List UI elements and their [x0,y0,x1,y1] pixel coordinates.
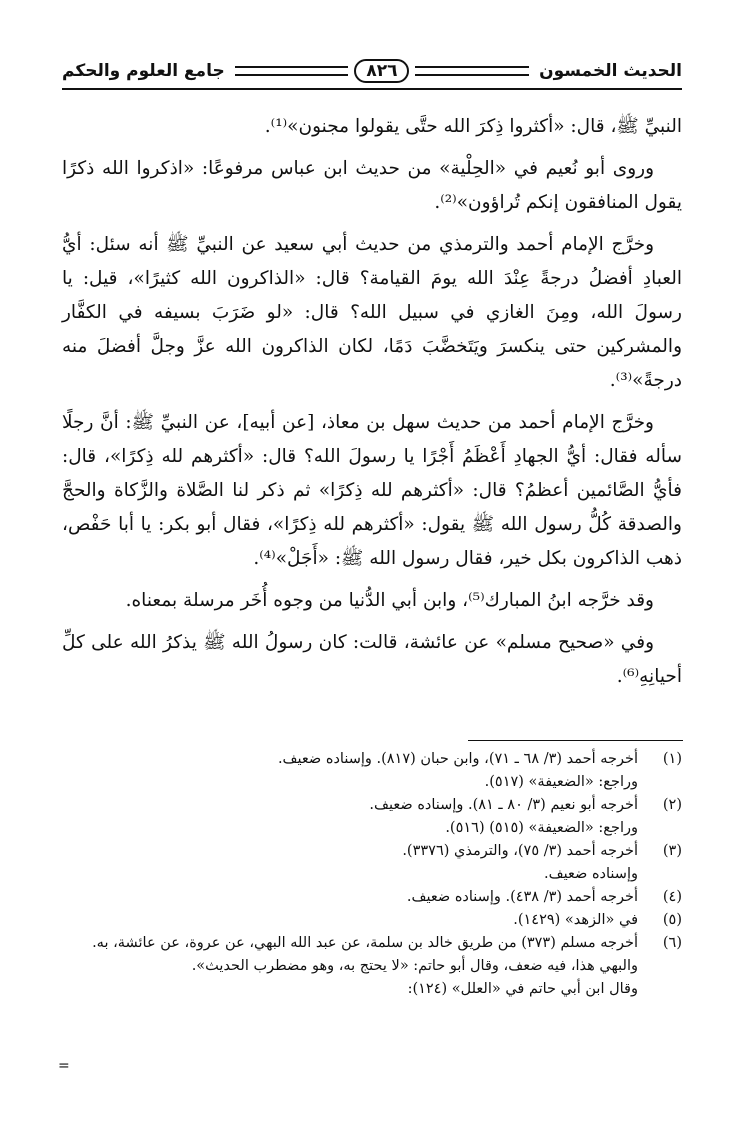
paragraph: وفي «صحيح مسلم» عن عائشة، قالت: كان رسولُ الله ﷺ يذكرُ الله على كلِّ أحيانِهِ⁽⁶⁾. [62,632,682,687]
footnote-number: (٢) [662,797,682,813]
page-number: ٨٢٦ [354,59,409,83]
footnote-line: في «الزهد» (١٤٢٩). [513,912,638,928]
book-title: جامع العلوم والحكم [62,61,225,81]
footnote-line: أخرجه مسلم (٣٧٣) من طريق خالد بن سلمة، عن عبد الله البهي، عن عروة، عن عائشة، به. [92,935,638,951]
continuation-marker: = [58,1058,70,1074]
footnote [62,794,682,840]
footnotes [62,748,682,1001]
footnote-line: أخرجه أحمد (٣/ ٦٨ ـ ٧١)، وابن حبان (٨١٧). وإسناده ضعيف. [277,751,638,767]
paragraph: وروى أبو نُعيم في «الحِلْية» من حديث ابن عباس مرفوعًا: «اذكروا الله ذكرًا يقول المنافقون إنكم تُراؤون»⁽²⁾. [62,158,682,213]
footnote-number: (٣) [662,843,682,859]
footnote-line: وقال ابن أبي حاتم في «العلل» (١٢٤): [407,981,638,997]
footnote [62,886,682,909]
section-title: الحديث الخمسون [539,61,682,81]
footnote [62,840,682,886]
footnote [62,932,682,1001]
footnote-line: أخرجه أحمد (٣/ ٧٥)، والترمذي (٣٣٧٦). [402,843,638,859]
footnote-number: (١) [662,751,682,767]
footnote-line: أخرجه أحمد (٣/ ٤٣٨). وإسناده ضعيف. [406,889,638,905]
main-text [62,110,682,702]
paragraph: النبيِّ ﷺ، قال: «أكثروا ذِكرَ الله حتَّى يقولوا مجنون»⁽¹⁾. [264,116,682,137]
paragraph: وخرَّج الإمام أحمد والترمذي من حديث أبي سعيد عن النبيِّ ﷺ أنه سئل: أيُّ العبادِ أفضلُ درجةً عِنْدَ الله يومَ القيامة؟ قال: «الذاكرون الله كثيرًا»، قيل: يا رسولَ الله، ومِنَ الغازي في سبيل الله؟ قال: «لو ضَرَبَ بسيفه في الكفَّار والمشركين حتى ينكسرَ ويَتَخضَّبَ دَمًا، لكان الذاكرون الله عزَّ وجلَّ أفضلَ منه درجةً»⁽³⁾. [62,234,682,391]
footnote-line: وإسناده ضعيف. [544,866,638,882]
footnote-line: والبهي هذا، فيه ضعف، وقال أبو حاتم: «لا يحتج به، وهو مضطرب الحديث». [191,958,638,974]
footnote-line: وراجع: «الضعيفة» (٥١٧). [484,774,638,790]
header-double-rule [235,66,349,76]
footnote-number: (٤) [662,889,682,905]
footnote-number: (٦) [662,935,682,951]
footnote-line: أخرجه أبو نعيم (٣/ ٨٠ ـ ٨١). وإسناده ضعيف. [369,797,638,813]
paragraph: وقد خرَّجه ابنُ المبارك⁽⁵⁾، وابن أبي الدُّنيا من وجوه أُخَر مرسلة بمعناه. [125,590,654,611]
footnote [62,909,682,932]
footnote [62,748,682,794]
footnote-line: وراجع: «الضعيفة» (٥١٥) (٥١٦). [445,820,638,836]
running-header [62,58,682,84]
header-double-rule [415,66,529,76]
footnote-separator [468,740,683,741]
header-rule [62,88,682,90]
paragraph: وخرَّج الإمام أحمد من حديث سهل بن معاذ، [عن أبيه]، عن النبيِّ ﷺ: أنَّ رجلًا سأله فقال: أيُّ الجهادِ أَعْظَمُ أَجْرًا يا رسولَ الله؟ قال: «أكثرهم لله ذِكرًا»، قال: فأيُّ الصَّائمين أعظمُ؟ قال: «أكثرهم لله ذِكرًا» ثم ذكر لنا الصَّلاة والزَّكاة والحجَّ والصدقة كُلُّ رسول الله ﷺ يقول: «أكثرهم لله ذِكرًا»، فقال أبو بكر: يا أبا حَفْص، ذهب الذاكرون بكل خير، فقال رسول الله ﷺ: «أَجَلْ»⁽⁴⁾. [62,412,682,569]
footnote-number: (٥) [662,912,682,928]
